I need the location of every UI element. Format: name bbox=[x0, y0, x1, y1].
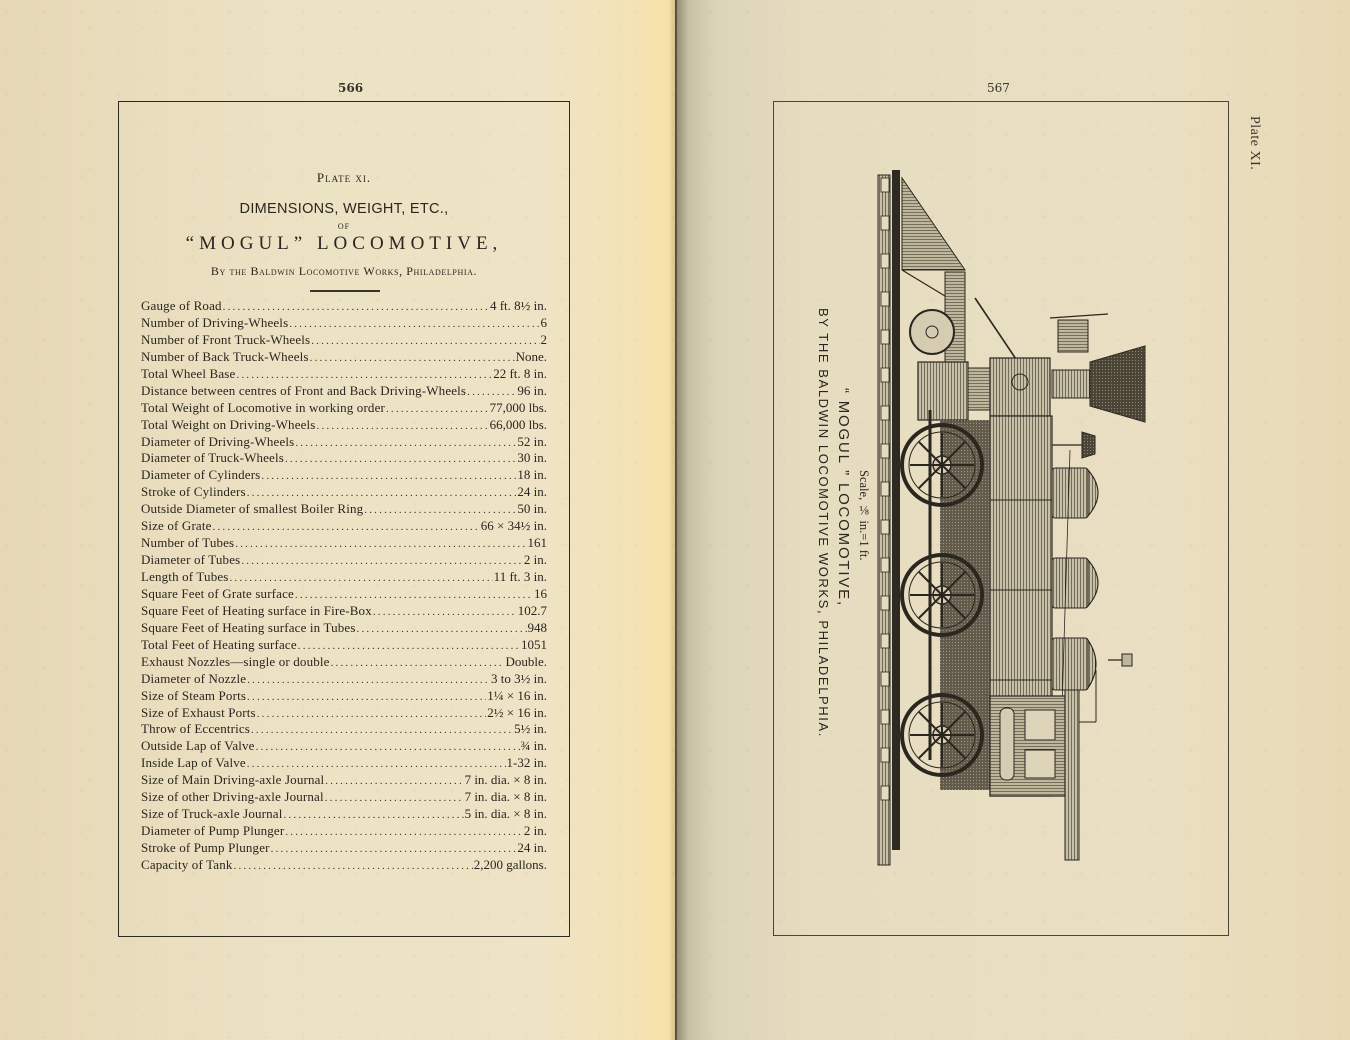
spec-value: 24 in. bbox=[517, 840, 547, 855]
spec-label: Number of Tubes bbox=[141, 535, 235, 551]
spec-label: Size of Grate bbox=[141, 518, 212, 534]
spec-value: 50 in. bbox=[517, 501, 547, 517]
spec-label: Outside Lap of Valve bbox=[141, 738, 255, 754]
spec-value: 1¼ × 16 in. bbox=[487, 687, 547, 703]
dot-leader bbox=[234, 858, 473, 874]
spec-label: Length of Tubes bbox=[141, 569, 229, 584]
spec-value: Double. bbox=[505, 653, 547, 669]
dot-leader bbox=[467, 384, 516, 400]
dot-leader bbox=[386, 401, 489, 417]
spec-row bbox=[141, 535, 547, 552]
spec-row bbox=[141, 772, 547, 789]
dot-leader bbox=[256, 739, 520, 755]
spec-label: Distance between centres of Front and Back Driving-Wheels bbox=[141, 382, 467, 398]
spec-value: 161 bbox=[527, 535, 547, 551]
spec-label: Diameter of Truck-Wheels bbox=[141, 450, 284, 466]
spec-value: 5 in. dia. × 8 in. bbox=[464, 806, 547, 822]
spec-row bbox=[141, 315, 547, 332]
dot-leader bbox=[229, 570, 492, 586]
spec-value: 18 in. bbox=[517, 467, 547, 483]
spec-value: 1-32 in. bbox=[506, 755, 547, 771]
spec-row bbox=[141, 569, 547, 586]
spec-label: Diameter of Cylinders bbox=[141, 467, 261, 483]
dot-leader bbox=[283, 807, 463, 823]
dot-leader bbox=[247, 756, 506, 772]
dot-leader bbox=[247, 485, 517, 501]
dot-leader bbox=[247, 672, 490, 688]
locomotive-illustration bbox=[870, 170, 1170, 870]
plate-label: Plate xi. bbox=[316, 170, 372, 185]
spec-value: 2½ × 16 in. bbox=[487, 704, 547, 720]
spec-row bbox=[141, 349, 547, 366]
spec-row bbox=[141, 688, 547, 705]
plate-tab: Plate XI. bbox=[1247, 116, 1262, 171]
dot-leader bbox=[241, 553, 523, 569]
spec-row bbox=[141, 552, 547, 569]
spec-label: Size of Exhaust Ports bbox=[141, 704, 256, 720]
spec-value: 7 in. dia. × 8 in. bbox=[464, 789, 547, 805]
title-connector: OF bbox=[337, 222, 351, 231]
spec-row bbox=[141, 840, 547, 857]
dot-leader bbox=[317, 418, 489, 434]
spec-row bbox=[141, 400, 547, 417]
spec-label: Capacity of Tank bbox=[141, 856, 233, 872]
caption-scale: Scale, ⅛ in.=1 ft. bbox=[857, 470, 871, 561]
spec-value: 66 × 34½ in. bbox=[480, 518, 547, 534]
spec-label: Exhaust Nozzles—single or double bbox=[141, 653, 330, 669]
spec-value: 77,000 lbs. bbox=[489, 399, 547, 415]
spec-value: 6 bbox=[540, 314, 547, 330]
spec-label: Size of Truck-axle Journal bbox=[141, 806, 283, 822]
spec-label: Size of Steam Ports bbox=[141, 687, 247, 703]
spec-label: Number of Front Truck-Wheels bbox=[141, 331, 311, 347]
spec-value: 96 in. bbox=[517, 382, 547, 398]
spec-row bbox=[141, 789, 547, 806]
spec-value: 7 in. dia. × 8 in. bbox=[464, 772, 547, 788]
spec-row bbox=[141, 654, 547, 671]
page-subtitle: “MOGUL” LOCOMOTIVE, bbox=[185, 233, 503, 254]
spec-value: 11 ft. 3 in. bbox=[493, 569, 547, 584]
spec-row bbox=[141, 366, 547, 383]
caption-byline: BY THE BALDWIN LOCOMOTIVE WORKS, PHILADELPHIA. bbox=[816, 308, 831, 738]
dot-leader bbox=[325, 773, 463, 789]
dot-leader bbox=[311, 333, 539, 349]
book-gutter bbox=[675, 0, 677, 1040]
spec-label: Square Feet of Grate surface bbox=[141, 585, 294, 601]
spec-row bbox=[141, 518, 547, 535]
dot-leader bbox=[285, 451, 516, 467]
spec-value: 2,200 gallons. bbox=[473, 856, 547, 872]
page-title: DIMENSIONS, WEIGHT, ETC., bbox=[239, 201, 449, 217]
spec-label: Total Weight on Driving-Wheels bbox=[141, 416, 316, 432]
spec-label: Diameter of Pump Plunger bbox=[141, 823, 285, 839]
dot-leader bbox=[271, 841, 517, 857]
spec-value: 102.7 bbox=[517, 602, 547, 618]
spec-row bbox=[141, 806, 547, 823]
dot-leader bbox=[331, 655, 505, 671]
spec-label: Stroke of Pump Plunger bbox=[141, 840, 270, 855]
dot-leader bbox=[257, 706, 487, 722]
spec-row bbox=[141, 450, 547, 467]
spec-row bbox=[141, 298, 547, 315]
spec-value: 2 in. bbox=[523, 552, 547, 568]
spec-row bbox=[141, 501, 547, 518]
spec-label: Square Feet of Heating surface in Tubes bbox=[141, 619, 356, 635]
spec-label: Size of Main Driving-axle Journal bbox=[141, 772, 325, 788]
spec-label: Diameter of Driving-Wheels bbox=[141, 433, 295, 449]
spec-value: ¾ in. bbox=[520, 738, 547, 754]
spec-label: Diameter of Nozzle bbox=[141, 670, 247, 686]
spec-label: Outside Diameter of smallest Boiler Ring bbox=[141, 501, 364, 517]
spec-value: 2 bbox=[540, 331, 547, 347]
spec-label: Diameter of Tubes bbox=[141, 552, 241, 568]
dot-leader bbox=[298, 638, 520, 654]
spec-value: 948 bbox=[527, 619, 547, 635]
spec-row bbox=[141, 586, 547, 603]
spec-value: 24 in. bbox=[517, 484, 547, 500]
dot-leader bbox=[310, 350, 515, 366]
spec-row bbox=[141, 484, 547, 501]
page-number-left: 566 bbox=[338, 81, 364, 95]
dot-leader bbox=[247, 689, 486, 705]
dot-leader bbox=[261, 468, 516, 484]
spec-row bbox=[141, 738, 547, 755]
spec-label: Size of other Driving-axle Journal bbox=[141, 789, 324, 805]
specifications-box bbox=[118, 101, 570, 937]
dot-leader bbox=[213, 519, 480, 535]
spec-row bbox=[141, 620, 547, 637]
spec-value: 16 bbox=[534, 585, 547, 601]
dot-leader bbox=[295, 435, 516, 451]
illustration-caption bbox=[783, 308, 873, 748]
spec-label: Number of Back Truck-Wheels bbox=[141, 348, 309, 364]
caption-title: “ MOGUL ” LOCOMOTIVE, bbox=[835, 388, 852, 607]
dot-leader bbox=[364, 502, 516, 518]
spec-label: Gauge of Road bbox=[141, 298, 222, 313]
dot-leader bbox=[223, 299, 489, 315]
spec-label: Throw of Eccentrics bbox=[141, 721, 250, 737]
spec-label: Total Weight of Locomotive in working order bbox=[141, 399, 385, 415]
spec-row bbox=[141, 332, 547, 349]
spec-label: Total Wheel Base bbox=[141, 365, 236, 381]
page-number-right: 567 bbox=[987, 81, 1010, 95]
spec-row bbox=[141, 467, 547, 484]
dot-leader bbox=[236, 367, 492, 383]
spec-value: 66,000 lbs. bbox=[489, 416, 547, 432]
dot-leader bbox=[325, 790, 464, 806]
spec-label: Inside Lap of Valve bbox=[141, 755, 246, 771]
divider-rule bbox=[310, 290, 380, 292]
spec-row bbox=[141, 637, 547, 654]
spec-value: 52 in. bbox=[517, 433, 547, 449]
spec-row bbox=[141, 434, 547, 451]
dot-leader bbox=[235, 536, 526, 552]
spec-label: Total Feet of Heating surface bbox=[141, 636, 297, 652]
dot-leader bbox=[285, 824, 523, 840]
spec-value: 3 to 3½ in. bbox=[491, 670, 547, 686]
spec-row bbox=[141, 417, 547, 434]
spec-value: 22 ft. 8 in. bbox=[493, 365, 547, 381]
spec-value: 30 in. bbox=[517, 450, 547, 466]
dot-leader bbox=[373, 604, 517, 620]
spec-label: Number of Driving-Wheels bbox=[141, 314, 289, 330]
dot-leader bbox=[251, 722, 513, 738]
spec-label: Square Feet of Heating surface in Fire-Box bbox=[141, 602, 372, 618]
spec-label: Stroke of Cylinders bbox=[141, 484, 246, 500]
spec-value: None. bbox=[515, 348, 547, 364]
spec-row bbox=[141, 857, 547, 874]
spec-row bbox=[141, 383, 547, 400]
spec-row bbox=[141, 755, 547, 772]
dot-leader bbox=[357, 621, 527, 637]
spec-row bbox=[141, 705, 547, 722]
spec-row bbox=[141, 603, 547, 620]
spec-row bbox=[141, 823, 547, 840]
byline: By the Baldwin Locomotive Works, Philadelphia. bbox=[210, 264, 478, 278]
dot-leader bbox=[289, 316, 539, 332]
spec-value: 2 in. bbox=[523, 823, 547, 839]
spec-value: 5½ in. bbox=[514, 721, 547, 737]
dot-leader bbox=[295, 587, 533, 603]
spec-value: 1051 bbox=[521, 636, 547, 652]
specifications-list bbox=[141, 298, 547, 874]
spec-row bbox=[141, 721, 547, 738]
spec-value: 4 ft. 8½ in. bbox=[489, 298, 547, 313]
spec-row bbox=[141, 671, 547, 688]
